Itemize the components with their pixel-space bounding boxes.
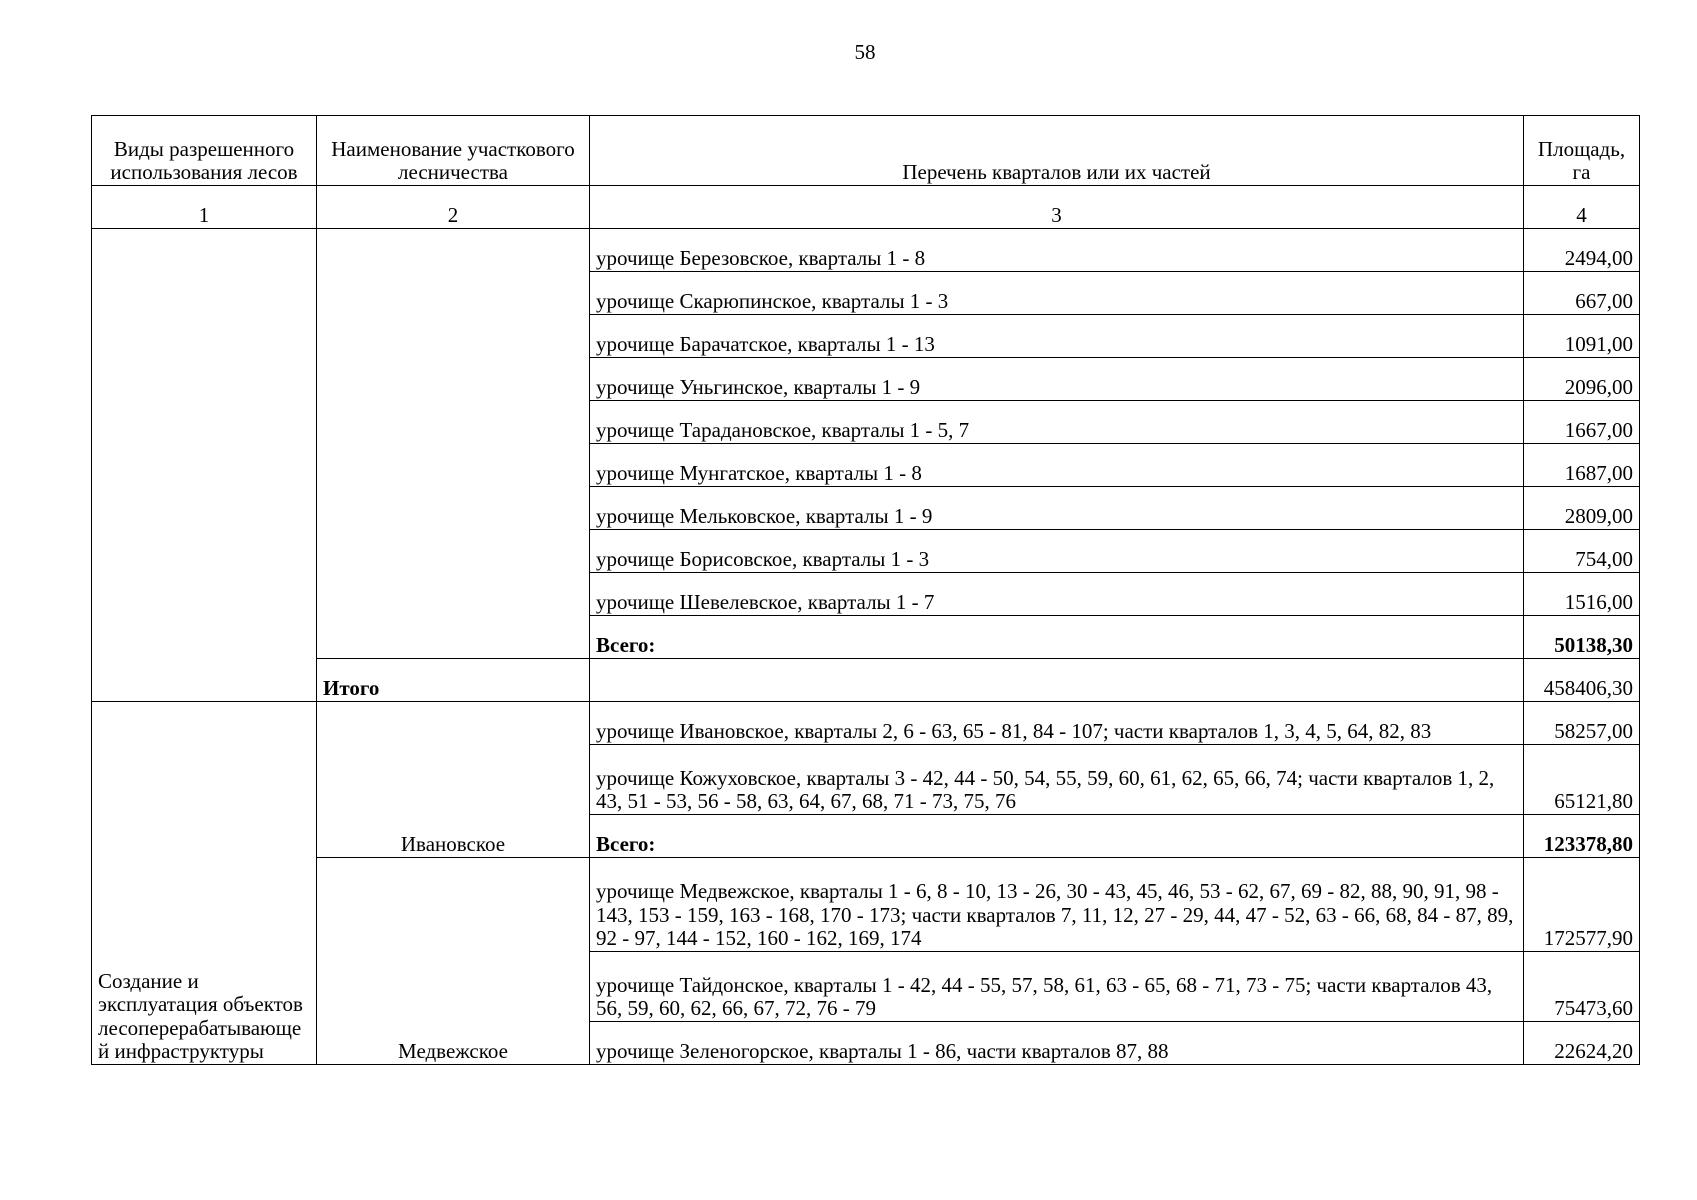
header-forestry-name: Наименование участкового лесничества	[317, 116, 590, 186]
empty-cell	[590, 659, 1524, 702]
grand-total-label: Итого	[317, 659, 590, 702]
area-cell: 22624,20	[1524, 1022, 1640, 1065]
area-cell: 1091,00	[1524, 315, 1640, 358]
quarters-cell: урочище Ивановское, кварталы 2, 6 - 63, 65 - 81, 84 - 107; части кварталов 1, 3, 4, 5, 64, 82, 83	[590, 702, 1524, 745]
subtotal-label: Всего:	[590, 815, 1524, 858]
quarters-cell: урочище Борисовское, кварталы 1 - 3	[590, 530, 1524, 573]
table-row	[92, 702, 1640, 745]
area-cell: 2809,00	[1524, 487, 1640, 530]
column-number: 3	[590, 186, 1524, 229]
table-row	[92, 858, 1640, 952]
quarters-cell: урочище Кожуховское, кварталы 3 - 42, 44 - 50, 54, 55, 59, 60, 61, 62, 65, 66, 74; части кварталов 1, 2, 43, 51 - 53, 56 - 58, 63, 64, 67, 68, 71 - 73, 75, 76	[590, 745, 1524, 815]
quarters-cell: урочище Мунгатское, кварталы 1 - 8	[590, 444, 1524, 487]
forestry-cell-continued	[317, 229, 590, 659]
page-number: 58	[854, 40, 876, 64]
subtotal-label: Всего:	[590, 616, 1524, 659]
quarters-cell: урочище Барачатское, кварталы 1 - 13	[590, 315, 1524, 358]
area-cell: 65121,80	[1524, 745, 1640, 815]
grand-total-area: 458406,30	[1524, 659, 1640, 702]
quarters-cell: урочище Тайдонское, кварталы 1 - 42, 44 - 55, 57, 58, 61, 63 - 65, 68 - 71, 73 - 75; части кварталов 43, 56, 59, 60, 62, 66, 67, 72, 76 - 79	[590, 952, 1524, 1022]
header-quarters-list: Перечень кварталов или их частей	[590, 116, 1524, 186]
quarters-cell: урочище Тараданoвское, кварталы 1 - 5, 7	[590, 401, 1524, 444]
area-cell: 2096,00	[1524, 358, 1640, 401]
header-usage-types: Виды разрешенного использования лесов	[92, 116, 317, 186]
quarters-cell: урочище Скарюпинское, кварталы 1 - 3	[590, 272, 1524, 315]
area-cell: 1667,00	[1524, 401, 1640, 444]
usage-type-cell: Создание и эксплуатация объектов лесоперерабатывающе й инфраструктуры	[92, 702, 317, 1065]
area-cell: 75473,60	[1524, 952, 1640, 1022]
quarters-cell: урочище Медвежское, кварталы 1 - 6, 8 - 10, 13 - 26, 30 - 43, 45, 46, 53 - 62, 67, 69 - 82, 88, 90, 91, 98 - 143, 153 - 159, 163 - 168, 170 - 173; части кварталов 7, 11, 12, 27 - 29, 44, 47 - 52, 63 - 66, 68, 84 - 87, 89, 92 - 97, 144 - 152, 160 - 162, 169, 174	[590, 858, 1524, 952]
usage-cell-continued	[92, 229, 317, 702]
quarters-cell: урочище Мельковское, кварталы 1 - 9	[590, 487, 1524, 530]
quarters-cell: урочище Шевелевское, кварталы 1 - 7	[590, 573, 1524, 616]
quarters-cell: урочище Березовское, кварталы 1 - 8	[590, 229, 1524, 272]
forestry-name-cell: Ивановское	[317, 702, 590, 858]
area-cell: 1516,00	[1524, 573, 1640, 616]
forest-quarters-table	[91, 115, 1640, 1065]
table-header-row	[92, 116, 1640, 186]
quarters-cell: урочище Зеленогорское, кварталы 1 - 86, части кварталов 87, 88	[590, 1022, 1524, 1065]
forestry-name-cell: Медвежское	[317, 858, 590, 1065]
table-row	[92, 229, 1640, 272]
area-cell: 172577,90	[1524, 858, 1640, 952]
area-cell: 667,00	[1524, 272, 1640, 315]
grand-total-row	[92, 659, 1640, 702]
column-numbers-row	[92, 186, 1640, 229]
area-cell: 58257,00	[1524, 702, 1640, 745]
quarters-cell: урочище Уньгинское, кварталы 1 - 9	[590, 358, 1524, 401]
column-number: 4	[1524, 186, 1640, 229]
column-number: 2	[317, 186, 590, 229]
column-number: 1	[92, 186, 317, 229]
area-cell: 754,00	[1524, 530, 1640, 573]
header-area: Площадь, га	[1524, 116, 1640, 186]
subtotal-area: 123378,80	[1524, 815, 1640, 858]
area-cell: 2494,00	[1524, 229, 1640, 272]
subtotal-area: 50138,30	[1524, 616, 1640, 659]
area-cell: 1687,00	[1524, 444, 1640, 487]
